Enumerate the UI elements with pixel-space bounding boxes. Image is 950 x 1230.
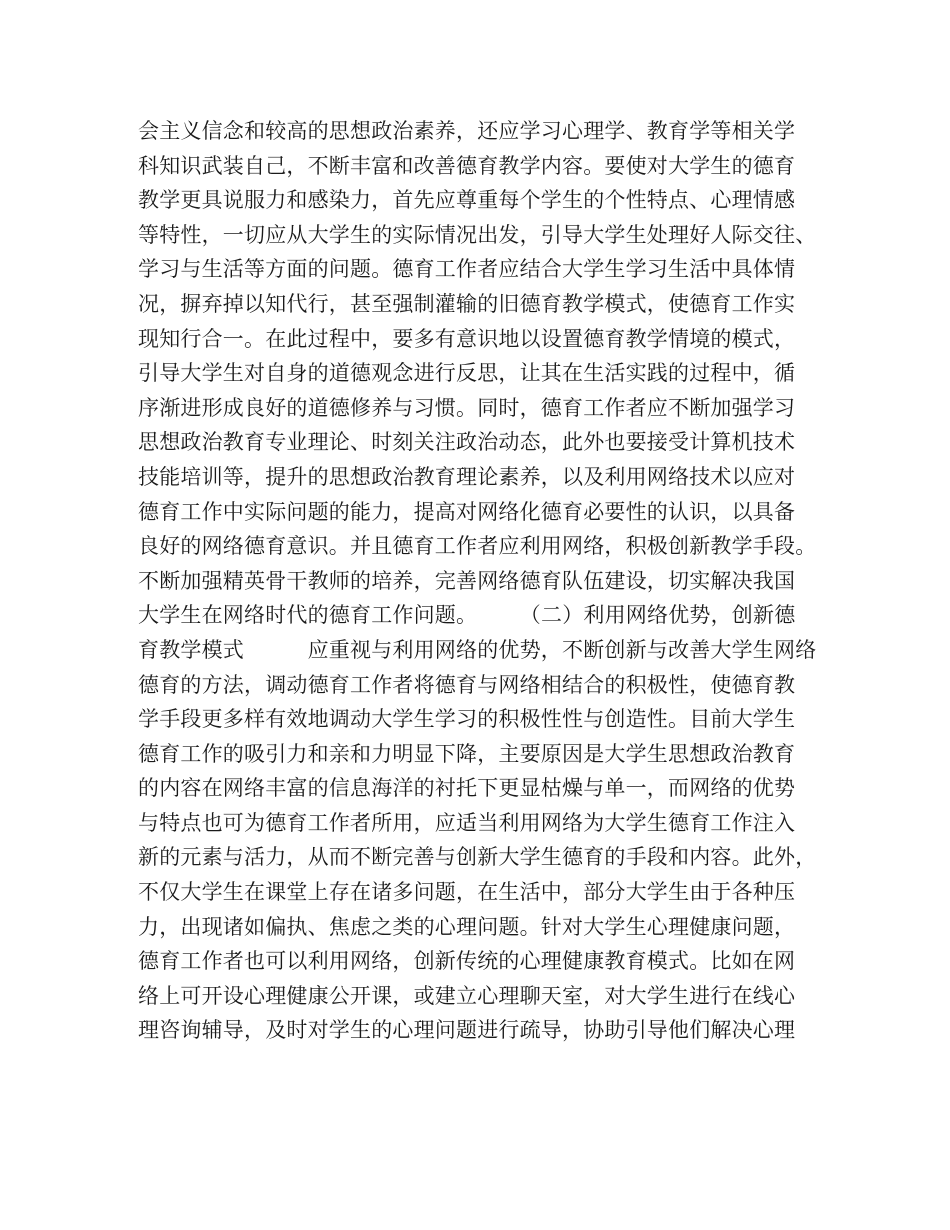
- text-line: 不断加强精英骨干教师的培养，完善网络德育队伍建设，切实解决我国: [138, 568, 796, 593]
- text-line: 德育的方法，调动德育工作者将德育与网络相结合的积极性，使德育教: [138, 672, 796, 697]
- text-line: 技能培训等，提升的思想政治教育理论素养，以及利用网络技术以应对: [138, 464, 796, 489]
- text-line: 思想政治教育专业理论、时刻关注政治动态，此外也要接受计算机技术: [138, 430, 796, 455]
- text-line: 新的元素与活力，从而不断完善与创新大学生德育的手段和内容。此外，: [138, 845, 817, 870]
- text-line: 力，出现诸如偏执、焦虑之类的心理问题。针对大学生心理健康问题，: [138, 914, 796, 939]
- text-line: 德育工作中实际问题的能力，提高对网络化德育必要性的认识，以具备: [138, 499, 796, 524]
- text-line: 现知行合一。在此过程中，要多有意识地以设置德育教学情境的模式，: [138, 326, 796, 351]
- text-line: 况，摒弃掉以知代行，甚至强制灌输的旧德育教学模式，使德育工作实: [138, 291, 796, 316]
- text-line: 教学更具说服力和感染力，首先应尊重每个学生的个性特点、心理情感: [138, 188, 796, 213]
- text-line: 德育工作者也可以利用网络，创新传统的心理健康教育模式。比如在网: [138, 949, 796, 974]
- text-line: 大学生在网络时代的德育工作问题。 （二）利用网络优势，创新德: [138, 603, 796, 628]
- text-line: 德育工作的吸引力和亲和力明显下降，主要原因是大学生思想政治教育: [138, 741, 796, 766]
- text-line: 会主义信念和较高的思想政治素养，还应学习心理学、教育学等相关学: [138, 119, 796, 143]
- text-line: 与特点也可为德育工作者所用，应适当利用网络为大学生德育工作注入: [138, 810, 796, 835]
- text-line: 学手段更多样有效地调动大学生学习的积极性性与创造性。目前大学生: [138, 707, 796, 732]
- body-text: [138, 114, 828, 1048]
- text-line: 理咨询辅导，及时对学生的心理问题进行疏导，协助引导他们解决心理: [138, 1018, 796, 1043]
- text-line: 络上可开设心理健康公开课，或建立心理聊天室，对大学生进行在线心: [138, 983, 796, 1008]
- text-line: 科知识武装自己，不断丰富和改善德育教学内容。要使对大学生的德育: [138, 153, 796, 178]
- text-line: 序渐进形成良好的道德修养与习惯。同时，德育工作者应不断加强学习: [138, 395, 796, 420]
- text-line: 等特性，一切应从大学生的实际情况出发，引导大学生处理好人际交往、: [138, 222, 817, 247]
- text-line: 引导大学生对自身的道德观念进行反思，让其在生活实践的过程中，循: [138, 361, 796, 386]
- text-line: 不仅大学生在课堂上存在诸多问题，在生活中，部分大学生由于各种压: [138, 880, 796, 905]
- text-line: 的内容在网络丰富的信息海洋的衬托下更显枯燥与单一，而网络的优势: [138, 776, 796, 801]
- text-line: 育教学模式 应重视与利用网络的优势，不断创新与改善大学生网络: [138, 637, 817, 662]
- text-line: 学习与生活等方面的问题。德育工作者应结合大学生学习生活中具体情: [138, 257, 796, 282]
- text-line: 良好的网络德育意识。并且德育工作者应利用网络，积极创新教学手段。: [138, 534, 817, 559]
